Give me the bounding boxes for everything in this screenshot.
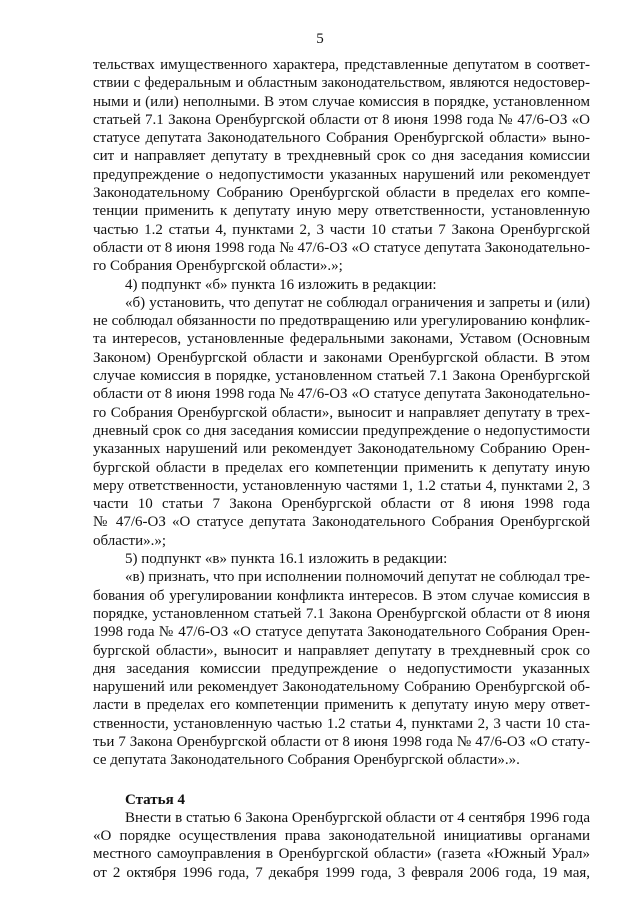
- paragraph: [93, 294, 590, 550]
- text-line: № 47/6-ОЗ «О статусе депутата Законодательного Собрания Оренбургской: [93, 514, 590, 531]
- text-line: порядке, установленном статьей 7.1 Закона Оренбургской области от 8 июня: [93, 605, 590, 622]
- paragraph: [93, 56, 590, 276]
- text-line: местного самоуправления в Оренбургской области» (газета «Южный Урал»: [93, 846, 590, 863]
- text-line: предупреждение о недопустимости указанных нарушений или рекомендует: [93, 166, 590, 183]
- text-line: «в) признать, что при исполнении полномочий депутат не соблюдал тре-: [125, 569, 590, 586]
- text-line: «б) установить, что депутат не соблюдал ограничения и запреты и (или): [125, 294, 590, 311]
- text-line: случае комиссия в порядке, установленном статьей 7.1 Закона Оренбургской: [93, 368, 590, 385]
- text-line: та интересов, установленные федеральными законами, Уставом (Основным: [93, 331, 590, 348]
- text-line: дня заседания комиссии предупреждение о недопустимости указанных: [93, 660, 590, 677]
- amendment-paragraphs: [93, 56, 590, 770]
- text-line: 1998 года № 47/6-ОЗ «О статусе депутата Законодательного Собрания Орен-: [93, 624, 590, 641]
- article-heading: Статья 4: [125, 791, 185, 808]
- text-line: Законодательному Собранию Оренбургской области в пределах его компе-: [93, 185, 590, 202]
- text-line: ственности, установленную частью 1.2 статьи 4, пунктами 2, 3 части 10 ста-: [93, 715, 590, 732]
- text-line: се депутата Законодательного Собрания Оренбургской области».».: [93, 752, 520, 769]
- text-line: тенции применить к депутату иную меру ответственности, установленную: [93, 203, 590, 220]
- text-line: области от 8 июня 1998 года № 47/6-ОЗ «О статусе депутата Законодательно-: [93, 239, 590, 256]
- text-line: области от 8 июня 1998 года № 47/6-ОЗ «О статусе депутата Законодательно-: [93, 386, 590, 403]
- document-body: [93, 56, 590, 882]
- text-line: тьи 7 Закона Оренбургской области от 8 июня 1998 года № 47/6-ОЗ «О стату-: [93, 733, 590, 750]
- paragraph: [93, 550, 590, 568]
- text-line: части 10 статьи 7 Закона Оренбургской области от 8 июня 1998 года: [93, 496, 590, 513]
- text-line: го Собрания Оренбургской области».»;: [93, 258, 343, 275]
- text-line: от 2 октября 1996 года, 7 декабря 1999 года, 3 февраля 2006 года, 19 мая,: [93, 864, 590, 881]
- paragraph: [93, 568, 590, 769]
- text-line: Законом) Оренбургской области и законами Оренбургской области. В этом: [93, 349, 590, 366]
- text-line: не соблюдал обязанности по предотвращению или урегулированию конфлик-: [93, 313, 590, 330]
- section-spacer: [93, 770, 590, 791]
- text-line: частью 1.2 статьи 4, пунктами 2, 3 части 10 статьи 7 Закона Оренбургской: [93, 221, 590, 238]
- text-line: Внести в статью 6 Закона Оренбургской области от 4 сентября 1996 года: [125, 809, 590, 826]
- text-line: бования об урегулировании конфликта интересов. В этом случае комиссия в: [93, 587, 590, 604]
- paragraph: [93, 276, 590, 294]
- text-line: тельствах имущественного характера, представленные депутатом в соответ-: [93, 57, 590, 73]
- text-line: дневный срок со дня заседания комиссии предупреждение о недопустимости: [93, 422, 590, 439]
- text-line: сит и направляет депутату в трехдневный срок со дня заседания комиссии: [93, 148, 590, 165]
- text-line: статусе депутата Законодательного Собрания Оренбургской области» выно-: [93, 130, 590, 147]
- text-line: 5) подпункт «в» пункта 16.1 изложить в редакции:: [125, 551, 448, 568]
- text-line: бургской области в пределах его компетенции применить к депутату иную: [93, 459, 590, 476]
- text-line: области».»;: [93, 532, 167, 549]
- text-line: 4) подпункт «б» пункта 16 изложить в редакции:: [125, 276, 437, 293]
- text-line: нарушений или рекомендует Законодательному Собранию Оренбургской об-: [93, 679, 590, 696]
- text-line: ными и (или) неполными. В этом случае комиссия в порядке, установленном: [93, 93, 590, 110]
- text-line: бургской области», выносит и направляет депутату в трехдневный срок со: [93, 642, 590, 659]
- text-line: го Собрания Оренбургской области», выносит и направляет депутату в трех-: [93, 404, 590, 421]
- text-line: меру ответственности, установленную частями 1, 1.2 статьи 4, пунктами 2, 3: [93, 477, 590, 494]
- article-text: [93, 809, 590, 882]
- text-line: ласти в пределах его компетенции применить к депутату иную меру ответ-: [93, 697, 590, 714]
- text-line: статьей 7.1 Закона Оренбургской области от 8 июня 1998 года № 47/6-ОЗ «О: [93, 111, 590, 128]
- page-number: 5: [316, 31, 324, 47]
- text-line: ствии с федеральным и областным законодательством, являются недостовер-: [93, 75, 590, 92]
- text-line: «О порядке осуществления права законодательной инициативы органами: [93, 828, 590, 845]
- text-line: указанных нарушений или рекомендует Законодательному Собранию Орен-: [93, 441, 590, 458]
